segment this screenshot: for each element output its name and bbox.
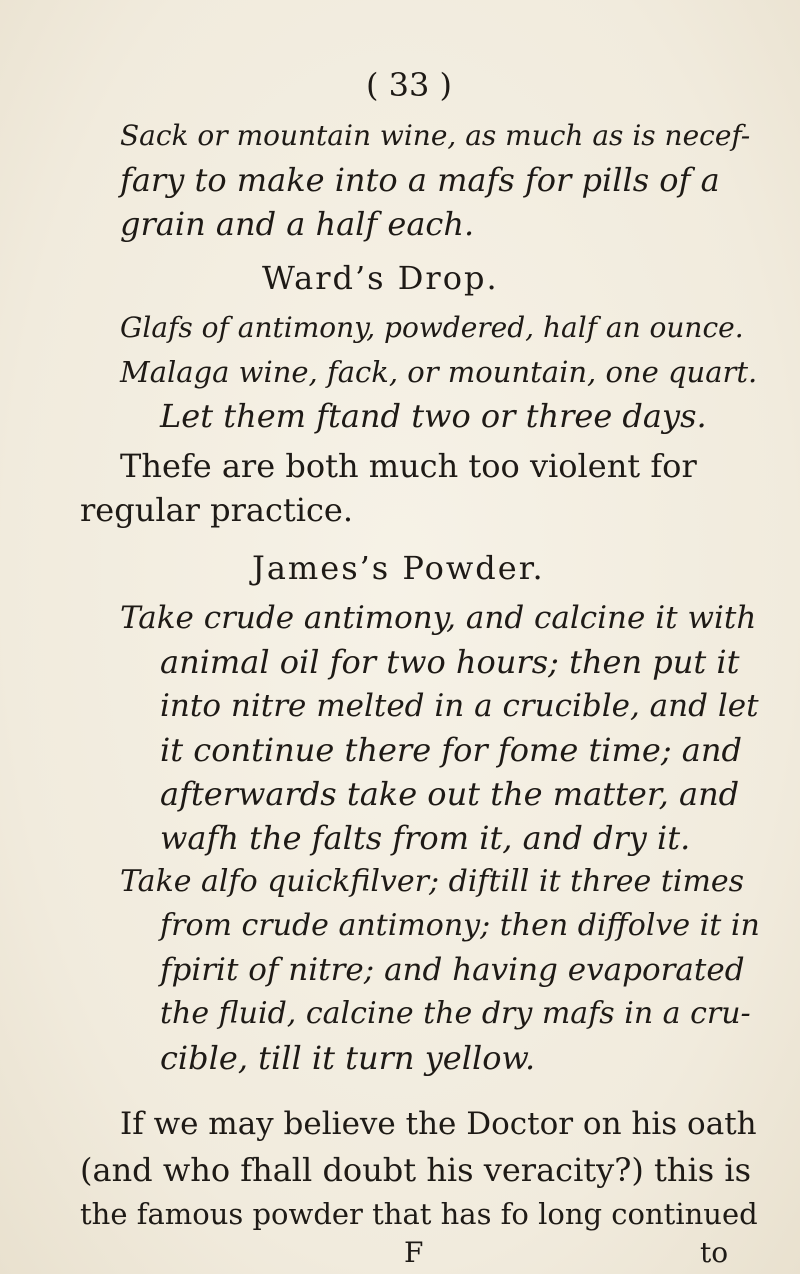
catchword: to <box>700 1236 729 1269</box>
text-line: into nitre melted in a crucible, and let <box>160 688 759 724</box>
text-line: Take crude antimony, and calcine it with <box>120 600 757 636</box>
text-line: fary to make into a mafs for pills of a <box>120 161 720 199</box>
text-line: cible, till it turn yellow. <box>160 1039 536 1077</box>
text-line: the famous powder that has fo long continued <box>80 1197 758 1231</box>
text-line: (and who fhall doubt his veracity?) this is <box>80 1151 751 1189</box>
text-line: animal oil for two hours; then put it <box>160 643 740 681</box>
text-line: Thefe are both much too violent for <box>120 447 697 485</box>
text-line: regular practice. <box>80 491 354 529</box>
section-heading: Ward’s Drop. <box>262 259 499 297</box>
text-line: Take alfo quickfilver; diftill it three times <box>120 864 745 899</box>
section-heading: James’s Powder. <box>252 549 545 587</box>
text-line: Let them ftand two or three days. <box>160 397 707 435</box>
text-line: the fluid, calcine the dry mafs in a cru- <box>160 996 751 1031</box>
text-line: wafh the falts from it, and dry it. <box>160 819 691 857</box>
text-line: it continue there for fome time; and <box>160 731 742 769</box>
text-line: Glafs of antimony, powdered, half an ounce. <box>120 311 744 344</box>
text-line: grain and a half each. <box>120 205 475 243</box>
text-line: If we may believe the Doctor on his oath <box>120 1106 757 1142</box>
text-line: fpirit of nitre; and having evaporated <box>160 952 745 988</box>
text-line: Malaga wine, fack, or mountain, one quart. <box>120 355 758 389</box>
text-line: Sack or mountain wine, as much as is necef- <box>120 119 751 152</box>
signature-mark: F <box>404 1236 424 1269</box>
text-line: afterwards take out the matter, and <box>160 775 740 813</box>
text-line: from crude antimony; then diffolve it in <box>160 908 760 943</box>
page-number: ( 33 ) <box>366 66 453 104</box>
